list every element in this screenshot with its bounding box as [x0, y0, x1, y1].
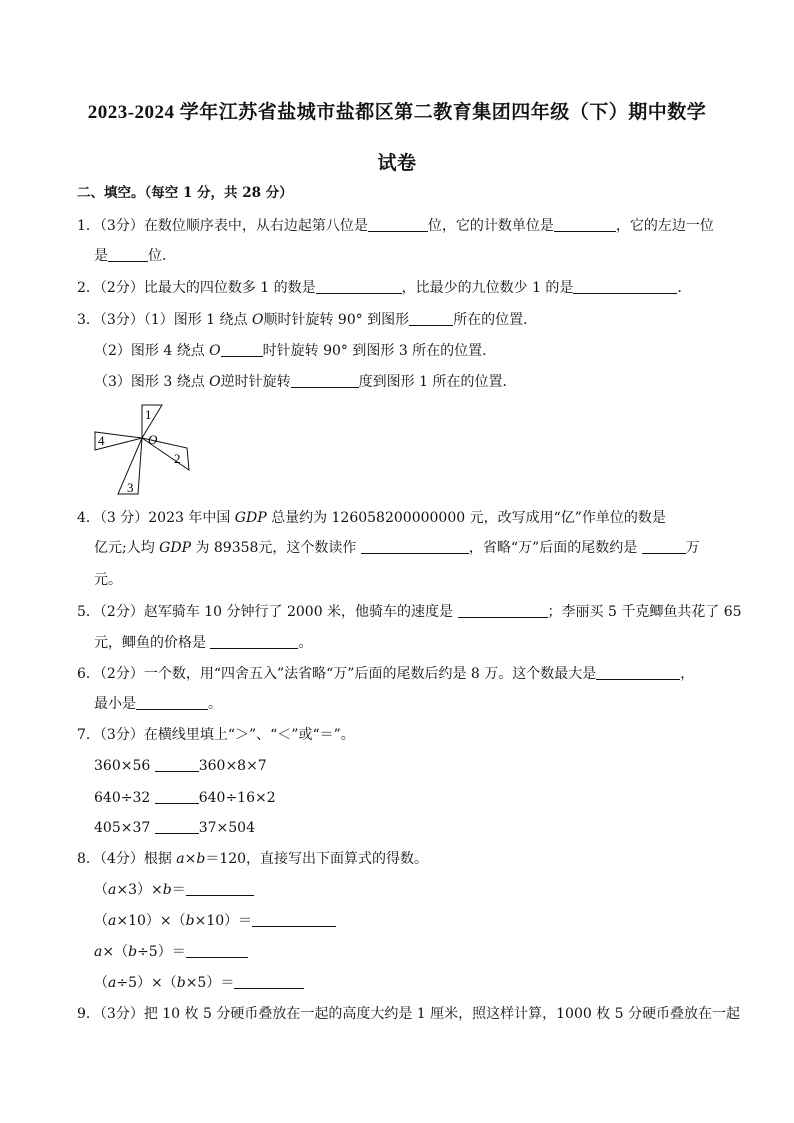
answer-blank[interactable] — [186, 944, 248, 958]
expression-row-2: （a×10）×（b×10）＝ — [94, 912, 336, 930]
question-5-cont: 元，鲫鱼的价格是 。 — [94, 635, 313, 651]
question-6-cont: 最小是 。 — [94, 696, 222, 712]
answer-blank[interactable] — [368, 218, 428, 232]
answer-blank[interactable] — [155, 758, 199, 772]
compare-row-2: 640÷32 640÷16×2 — [94, 790, 276, 806]
answer-blank[interactable] — [554, 218, 616, 232]
answer-blank[interactable] — [596, 666, 680, 680]
answer-blank[interactable] — [234, 975, 304, 989]
answer-blank[interactable] — [642, 540, 686, 554]
question-3: 3．（3分）（1）图形 1 绕点 O顺时针旋转 90° 到图形 所在的位置． — [77, 312, 538, 328]
answer-blank[interactable] — [458, 604, 548, 618]
answer-blank[interactable] — [573, 280, 677, 294]
question-5: 5．（2分）赵军骑车 10 分钟行了 2000 米，他骑车的速度是 ；李丽买 5 千克鲫鱼共花了 65 — [77, 604, 742, 620]
question-8: 8．（4分）根据 a×b＝120，直接写出下面算式的得数。 — [77, 851, 429, 867]
expression-row-4: （a÷5）×（b×5）＝ — [94, 974, 304, 992]
answer-blank[interactable] — [316, 280, 402, 294]
answer-blank[interactable] — [221, 343, 263, 357]
answer-blank[interactable] — [108, 248, 148, 262]
question-3-part-3: （3）图形 3 绕点 O逆时针旋转 度到图形 1 所在的位置． — [94, 374, 517, 390]
compare-row-1: 360×56 360×8×7 — [94, 758, 267, 774]
answer-blank[interactable] — [291, 374, 359, 388]
answer-blank[interactable] — [210, 635, 298, 649]
compare-row-3: 405×37 37×504 — [94, 820, 255, 836]
question-7: 7．（3分）在横线里填上“＞”、“＜”或“＝”。 — [77, 727, 355, 743]
page-title-cont: 试卷 — [377, 153, 417, 174]
figure-label-2: 2 — [174, 451, 181, 466]
answer-blank[interactable] — [155, 820, 199, 834]
question-4-cont: 亿元;人均 GDP 为 89358元，这个数读作 ，省略“万”后面的尾数约是 万 — [94, 540, 700, 556]
answer-blank[interactable] — [409, 312, 453, 326]
answer-blank[interactable] — [186, 882, 254, 896]
figure-label-1: 1 — [145, 407, 152, 422]
answer-blank[interactable] — [136, 696, 208, 710]
figure-label-3: 3 — [127, 480, 134, 495]
question-3-part-2: （2）图形 4 绕点 O 时针旋转 90° 到图形 3 所在的位置． — [94, 343, 497, 359]
answer-blank[interactable] — [252, 913, 336, 927]
question-9: 9．（3分）把 10 枚 5 分硬币叠放在一起的高度大约是 1 厘米，照这样计算，1000 枚 5 分硬币叠放在一起 — [77, 1006, 741, 1022]
question-1-cont: 是 位． — [94, 248, 176, 264]
question-6: 6．（2分）一个数，用“四舍五入”法省略“万”后面的尾数后约是 8 万。这个数最大是 ， — [77, 666, 695, 682]
page-title: 2023-2024 学年江苏省盐城市盐都区第二教育集团四年级（下）期中数学 — [87, 102, 707, 123]
section-heading: 二、填空。（每空 1 分，共 28 分） — [77, 185, 293, 201]
figure-label-4: 4 — [98, 433, 105, 448]
expression-row-1: （a×3）×b＝ — [94, 881, 254, 899]
question-4: 4．（3 分）2023 年中国 GDP 总量约为 126058200000000 元，改写成用“亿”作单位的数是 — [77, 510, 666, 526]
question-1: 1．（3分）在数位顺序表中，从右边起第八位是 位，它的计数单位是 ，它的左边一位 — [77, 218, 714, 234]
question-2: 2．（2分）比最大的四位数多 1 的数是 ，比最少的九位数少 1 的是 ． — [77, 280, 692, 296]
expression-row-3: a×（b÷5）＝ — [94, 943, 248, 961]
question-4-cont2: 元。 — [94, 572, 122, 588]
rotation-figure — [90, 402, 200, 498]
answer-blank[interactable] — [361, 540, 469, 554]
figure-center-label: O — [148, 432, 158, 447]
answer-blank[interactable] — [155, 790, 199, 804]
